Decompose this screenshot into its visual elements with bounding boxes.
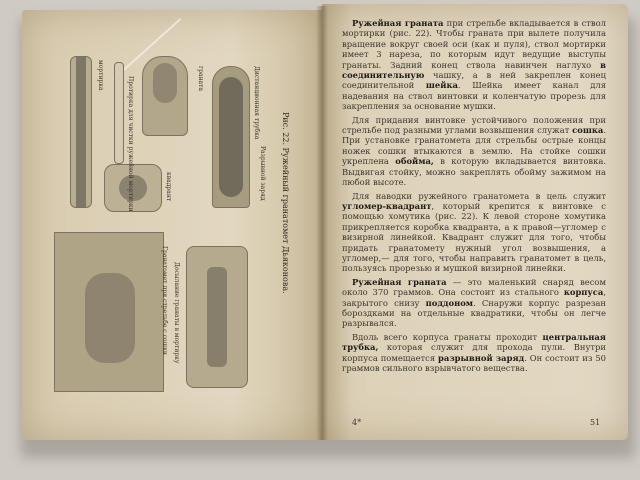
bold-term: угломер-квадрант (342, 200, 432, 211)
soldier-firing-illustration (54, 232, 164, 392)
text-run: . Шейка имеет канал для надевания на ствол винтовки и коленчатую прорезь для закрепления за основание мушки. (342, 80, 606, 112)
text-paragraph (342, 191, 606, 274)
grenade-section-illustration (212, 66, 250, 208)
label-cleaning-rod: Протирка для чистки ружейной мортирки (127, 76, 134, 212)
bold-term: разрывной заряд (438, 352, 525, 363)
text-run: чашку, а в ней закреплен конец соединительной (342, 70, 606, 91)
label-grenade-top: граната (197, 66, 204, 92)
signature-mark: 4* (352, 418, 362, 427)
bold-term: корпуса (563, 287, 604, 298)
text-run: Для придания винтовке устойчивого положения при стрельбе под разными углами возвышения служат (342, 114, 606, 136)
label-firing: Гранатомет при стрельбе с сошки (161, 246, 168, 355)
label-loading: Досылание гранаты в мортирку (173, 262, 180, 364)
bold-term: обойма, (395, 156, 434, 167)
text-run: Вдоль всего корпуса гранаты проходит (352, 331, 543, 342)
figure-22 (44, 36, 270, 416)
label-grenade-charge: Разрывной заряд (259, 146, 266, 201)
loading-grenade-illustration (186, 246, 248, 388)
bold-term: поддоном (425, 297, 474, 308)
book-gutter (316, 6, 328, 440)
label-mortar: мортирка (97, 60, 104, 91)
bold-term: шейка (425, 80, 458, 91)
figure-caption: Рис. 22. Ружейный гранатомет Дьяконова. (281, 112, 290, 294)
text-paragraph (342, 18, 606, 112)
mortar-illustration (70, 56, 92, 208)
text-run: , закрытого снизу (342, 287, 606, 308)
text-run: в которую вкладывается винтовка. Выдвигая стойку, можно закреплять обойму зажимом на любой высоте. (342, 156, 606, 188)
text-paragraph (342, 115, 606, 188)
text-paragraph (342, 277, 606, 329)
cleaning-rod-illustration (114, 62, 124, 164)
label-grenade-body: Дистанционная трубка (253, 66, 260, 140)
text-run: , который крепится к винтовке с помощью хомутика (рис. 22). К левой стороне хомутика прикрепляется коробка квадранта, а к правой—угломер с визирной линейкой. Квадрант служит для того, чтобы придать гранатомету нужный угол возвышения, а угломер,— для того, чтобы направить гранатомет в цель, пользуясь прорезью и мушкой визирной линейки. (342, 200, 606, 274)
page-number: 51 (590, 418, 601, 427)
text-run: — это маленький снаряд весом около 370 граммов. Она состоит из стального (342, 276, 606, 298)
text-run: . При установке гранатомета для стрельбы острые концы ножек сошки втыкаются в землю. На стойке сошки укреплена (342, 125, 606, 167)
bold-term: Ружейная граната (352, 276, 447, 287)
hand-grenade-illustration (142, 56, 188, 136)
text-run: . Снаружи корпус разрезан бороздками на отдельные квадратики, чтобы он легче разрывался. (342, 297, 606, 329)
bold-term: сошка (572, 125, 604, 136)
text-run: при стрельбе вкладывается в ствол мортирки (рис. 22). Чтобы граната при вылете получила вращение вокруг своей оси (как и пуля), ствол мортирки имеет 3 нареза, по которым идут ведущие выступы гранаты. Задний конец ствола навинчен наглухо (342, 18, 606, 70)
label-quadrant: квадрант (165, 172, 172, 202)
bold-term: центральная трубка, (342, 331, 606, 353)
right-page-text (342, 18, 606, 376)
text-paragraph (342, 332, 606, 374)
text-run: . Он состоит из 50 граммов сильного взрывчатого вещества. (342, 352, 606, 373)
bold-term: в соединительную (342, 59, 606, 81)
bold-term: Ружейная граната (352, 18, 444, 28)
text-run: которая служит для прохода пули. Внутри корпуса помещается (342, 342, 606, 363)
text-run: Для наводки ружейного гранатомета в цель служит (352, 190, 606, 201)
